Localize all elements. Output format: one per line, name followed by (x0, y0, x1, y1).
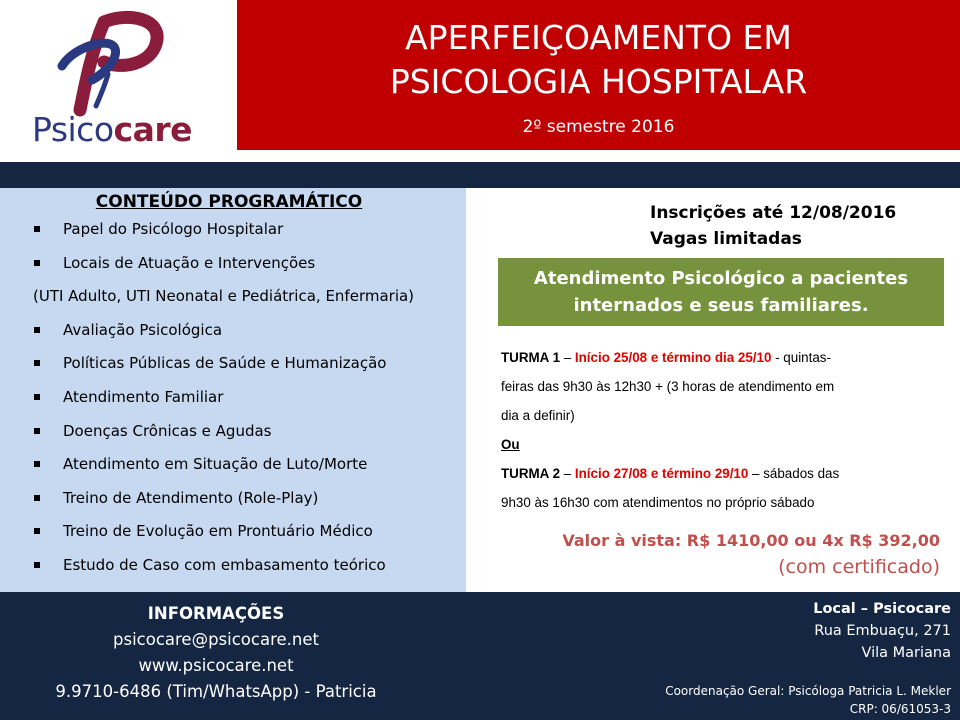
phone-number: 9.9710-6486 (Tim/WhatsApp) - Patricia (55, 682, 377, 701)
list-item-label: Treino de Evolução em Prontuário Médico (63, 522, 373, 541)
brand-prefix: Psico (32, 110, 114, 149)
district-name: Vila Mariana (861, 645, 951, 661)
highlight-line-2: internados e seus familiares. (573, 295, 869, 316)
highlight-box (498, 258, 944, 326)
website-link[interactable]: www.psicocare.net (138, 656, 294, 675)
list-item-label: Treino de Atendimento (Role-Play) (63, 488, 319, 507)
bullet-icon (34, 528, 40, 534)
info-title: INFORMAÇÕES (147, 604, 285, 623)
logo-area (0, 0, 237, 160)
list-item-label: Papel do Psicólogo Hospitalar (63, 220, 284, 238)
list-item (0, 550, 466, 584)
registration-info (650, 200, 896, 252)
list-item (0, 315, 466, 349)
header-banner (237, 0, 960, 150)
list-item-label: Atendimento em Situação de Luto/Morte (63, 455, 368, 474)
class-schedule (501, 343, 911, 517)
location-info (813, 598, 951, 664)
turma1-days: - quintas- (771, 350, 831, 365)
brand-name (32, 110, 192, 149)
program-panel (0, 188, 466, 592)
location-title: Local – Psicocare (813, 601, 951, 617)
list-item (0, 449, 466, 483)
bullet-icon (34, 360, 40, 366)
registration-deadline: Inscrições até 12/08/2016 (650, 203, 897, 223)
bullet-icon (34, 394, 40, 400)
email-link[interactable]: psicocare@psicocare.net (113, 630, 319, 649)
highlight-line-1: Atendimento Psicológico a pacientes (533, 268, 909, 289)
semester-subtitle: 2º semestre 2016 (522, 117, 675, 137)
street-address: Rua Embuaçu, 271 (814, 623, 951, 639)
divider-band (0, 162, 960, 188)
turma1-label: TURMA 1 (501, 350, 561, 365)
turma2-line-2: 9h30 às 16h30 com atendimentos no próprio sábado (501, 495, 815, 510)
program-title: CONTEÚDO PROGRAMÁTICO (95, 192, 363, 212)
list-item (0, 516, 466, 550)
program-list (0, 214, 466, 584)
turma2-line-1 (501, 459, 911, 488)
bullet-icon (34, 226, 40, 232)
list-item-label: Avaliação Psicológica (63, 320, 223, 339)
title-line-1: APERFEIÇOAMENTO EM (405, 18, 792, 57)
brand-suffix: care (113, 110, 193, 149)
turma1-line-1 (501, 343, 911, 372)
turma1-separator: – (560, 350, 575, 365)
list-item (0, 416, 466, 450)
list-item-label: Políticas Públicas de Saúde e Humanização (63, 354, 387, 373)
bullet-icon (34, 428, 40, 434)
list-item-label: Locais de Atuação e Intervenções (63, 253, 316, 272)
list-item-label: Doenças Crônicas e Agudas (63, 421, 272, 440)
turma1-line-3: dia a definir) (501, 408, 575, 423)
list-item (0, 281, 466, 315)
turma2-dates: Início 27/08 e término 29/10 (574, 466, 749, 481)
turma2-days: – sábados das (748, 466, 840, 481)
list-item (0, 348, 466, 382)
certificate-note: (com certificado) (778, 556, 940, 578)
crp-registration: CRP: 06/61053-3 (849, 702, 951, 716)
bullet-icon (34, 327, 40, 333)
turma1-dates: Início 25/08 e término dia 25/10 (574, 350, 772, 365)
turma2-label: TURMA 2 (501, 466, 561, 481)
list-item-label: Estudo de Caso com embasamento teórico (63, 555, 386, 574)
list-item-label: (UTI Adulto, UTI Neonatal e Pediátrica, Enfermaria) (33, 287, 415, 306)
coordination-text: Coordenação Geral: Psicóloga Patricia L. Mekler (665, 684, 951, 698)
bullet-icon (34, 562, 40, 568)
psicocare-logo-icon (52, 10, 172, 118)
bullet-icon (34, 260, 40, 266)
title-line-2: PSICOLOGIA HOSPITALAR (389, 62, 808, 101)
bullet-icon (34, 461, 40, 467)
list-item (0, 382, 466, 416)
list-item (0, 483, 466, 517)
list-item-label: Atendimento Familiar (63, 387, 224, 406)
contact-info (0, 601, 432, 705)
bullet-icon (34, 495, 40, 501)
footer (0, 592, 960, 720)
or-separator: Ou (501, 437, 520, 452)
turma2-separator: – (560, 466, 575, 481)
list-item (0, 214, 466, 248)
price-text: Valor à vista: R$ 1410,00 ou 4x R$ 392,00 (562, 531, 940, 550)
turma1-line-2: feiras das 9h30 às 12h30 + (3 horas de atendimento em (501, 379, 835, 394)
limited-seats: Vagas limitadas (650, 229, 802, 249)
list-item (0, 248, 466, 282)
page-title (237, 16, 960, 104)
